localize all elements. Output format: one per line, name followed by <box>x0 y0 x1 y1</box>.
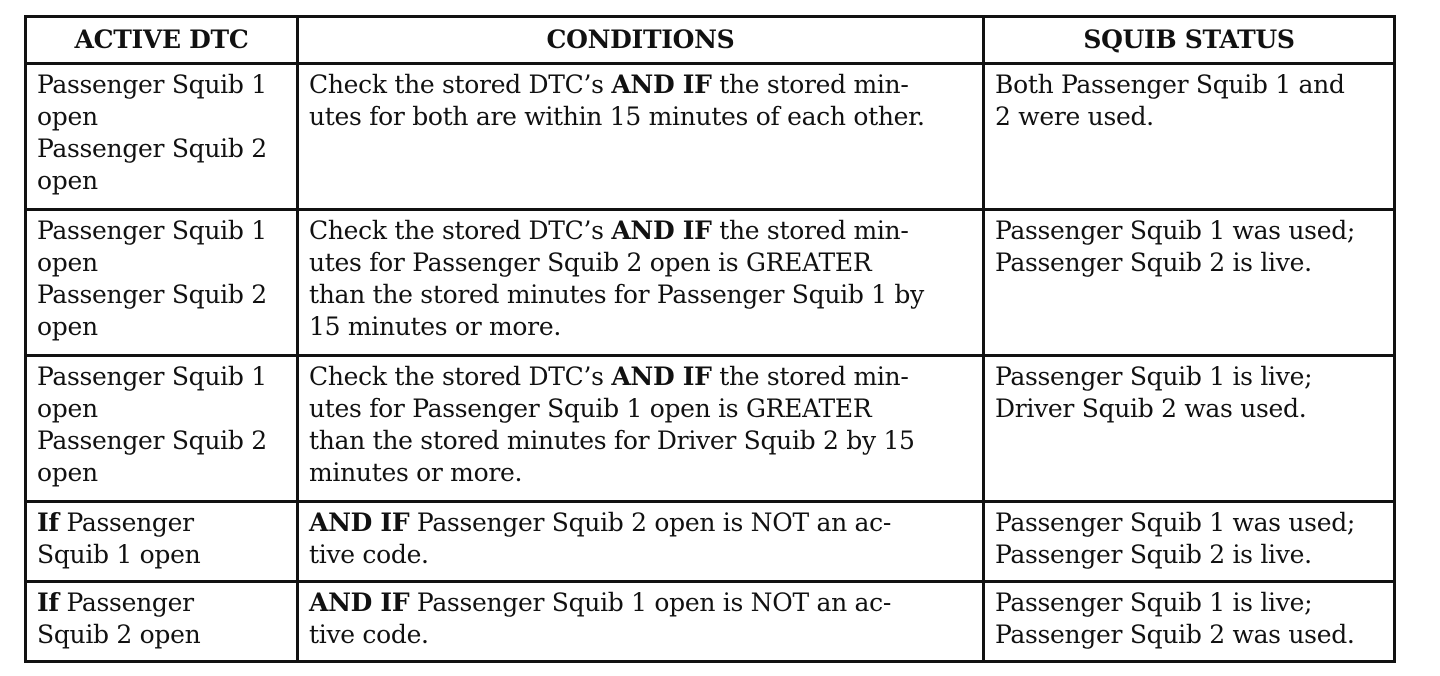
squib-status-text: Passenger Squib 1 is live; Passenger Squib 2 was used. <box>995 588 1355 649</box>
conditions-keyword: AND IF <box>309 588 410 617</box>
conditions-cell <box>298 356 984 502</box>
active-dtc-text: Passenger Squib 1 open Passenger Squib 2 open <box>37 362 267 487</box>
conditions-keyword: AND IF <box>309 508 410 537</box>
dtc-squib-table <box>24 15 1396 663</box>
active-dtc-keyword: If <box>37 508 59 537</box>
squib-status-text: Passenger Squib 1 is live; Driver Squib 2 was used. <box>995 362 1313 423</box>
conditions-text <box>309 507 972 571</box>
active-dtc-cell <box>26 582 298 662</box>
conditions-cell <box>298 210 984 356</box>
active-dtc-text <box>37 507 286 571</box>
conditions-body: Passenger Squib 2 open is NOT an ac- tive code. <box>309 508 891 569</box>
active-dtc-keyword: If <box>37 588 59 617</box>
header-active-dtc: ACTIVE DTC <box>26 17 298 64</box>
active-dtc-text: Passenger Squib 1 open Passenger Squib 2 open <box>37 216 267 341</box>
conditions-cell <box>298 64 984 210</box>
conditions-cell <box>298 582 984 662</box>
active-dtc-cell <box>26 502 298 582</box>
active-dtc-text <box>37 587 286 651</box>
conditions-keyword: AND IF <box>611 362 712 391</box>
conditions-text <box>309 587 972 651</box>
conditions-body: the stored min- utes for Passenger Squib 2 open is GREATER than the stored minutes for Passenger Squib 1 by 15 minutes or more. <box>309 216 924 341</box>
table-row <box>26 356 1395 502</box>
active-dtc-cell <box>26 210 298 356</box>
conditions-body: Passenger Squib 1 open is NOT an ac- tive code. <box>309 588 891 649</box>
squib-status-cell <box>984 64 1395 210</box>
conditions-text <box>309 361 972 489</box>
squib-status-cell <box>984 210 1395 356</box>
conditions-text <box>309 215 972 343</box>
active-dtc-body: Passenger Squib 1 open <box>37 508 201 569</box>
active-dtc-text: Passenger Squib 1 open Passenger Squib 2 open <box>37 70 267 195</box>
conditions-prefix: Check the stored DTC’s <box>309 216 612 245</box>
conditions-cell <box>298 502 984 582</box>
conditions-keyword: AND IF <box>611 70 712 99</box>
squib-status-cell <box>984 502 1395 582</box>
conditions-prefix: Check the stored DTC’s <box>309 362 612 391</box>
squib-status-cell <box>984 582 1395 662</box>
squib-status-text: Both Passenger Squib 1 and 2 were used. <box>995 70 1345 131</box>
squib-status-text: Passenger Squib 1 was used; Passenger Squib 2 is live. <box>995 508 1356 569</box>
header-squib-status: SQUIB STATUS <box>984 17 1395 64</box>
squib-status-cell <box>984 356 1395 502</box>
conditions-body: the stored min- utes for both are within 15 minutes of each other. <box>309 70 925 131</box>
header-row <box>26 17 1395 64</box>
table-row <box>26 582 1395 662</box>
active-dtc-cell <box>26 356 298 502</box>
active-dtc-cell <box>26 64 298 210</box>
conditions-body: the stored min- utes for Passenger Squib 1 open is GREATER than the stored minutes for Driver Squib 2 by 15 minutes or more. <box>309 362 915 487</box>
conditions-text <box>309 69 972 133</box>
header-conditions: CONDITIONS <box>298 17 984 64</box>
table-row <box>26 502 1395 582</box>
squib-status-text: Passenger Squib 1 was used; Passenger Squib 2 is live. <box>995 216 1356 277</box>
table-row <box>26 210 1395 356</box>
table-row <box>26 64 1395 210</box>
conditions-keyword: AND IF <box>611 216 712 245</box>
conditions-prefix: Check the stored DTC’s <box>309 70 612 99</box>
active-dtc-body: Passenger Squib 2 open <box>37 588 201 649</box>
